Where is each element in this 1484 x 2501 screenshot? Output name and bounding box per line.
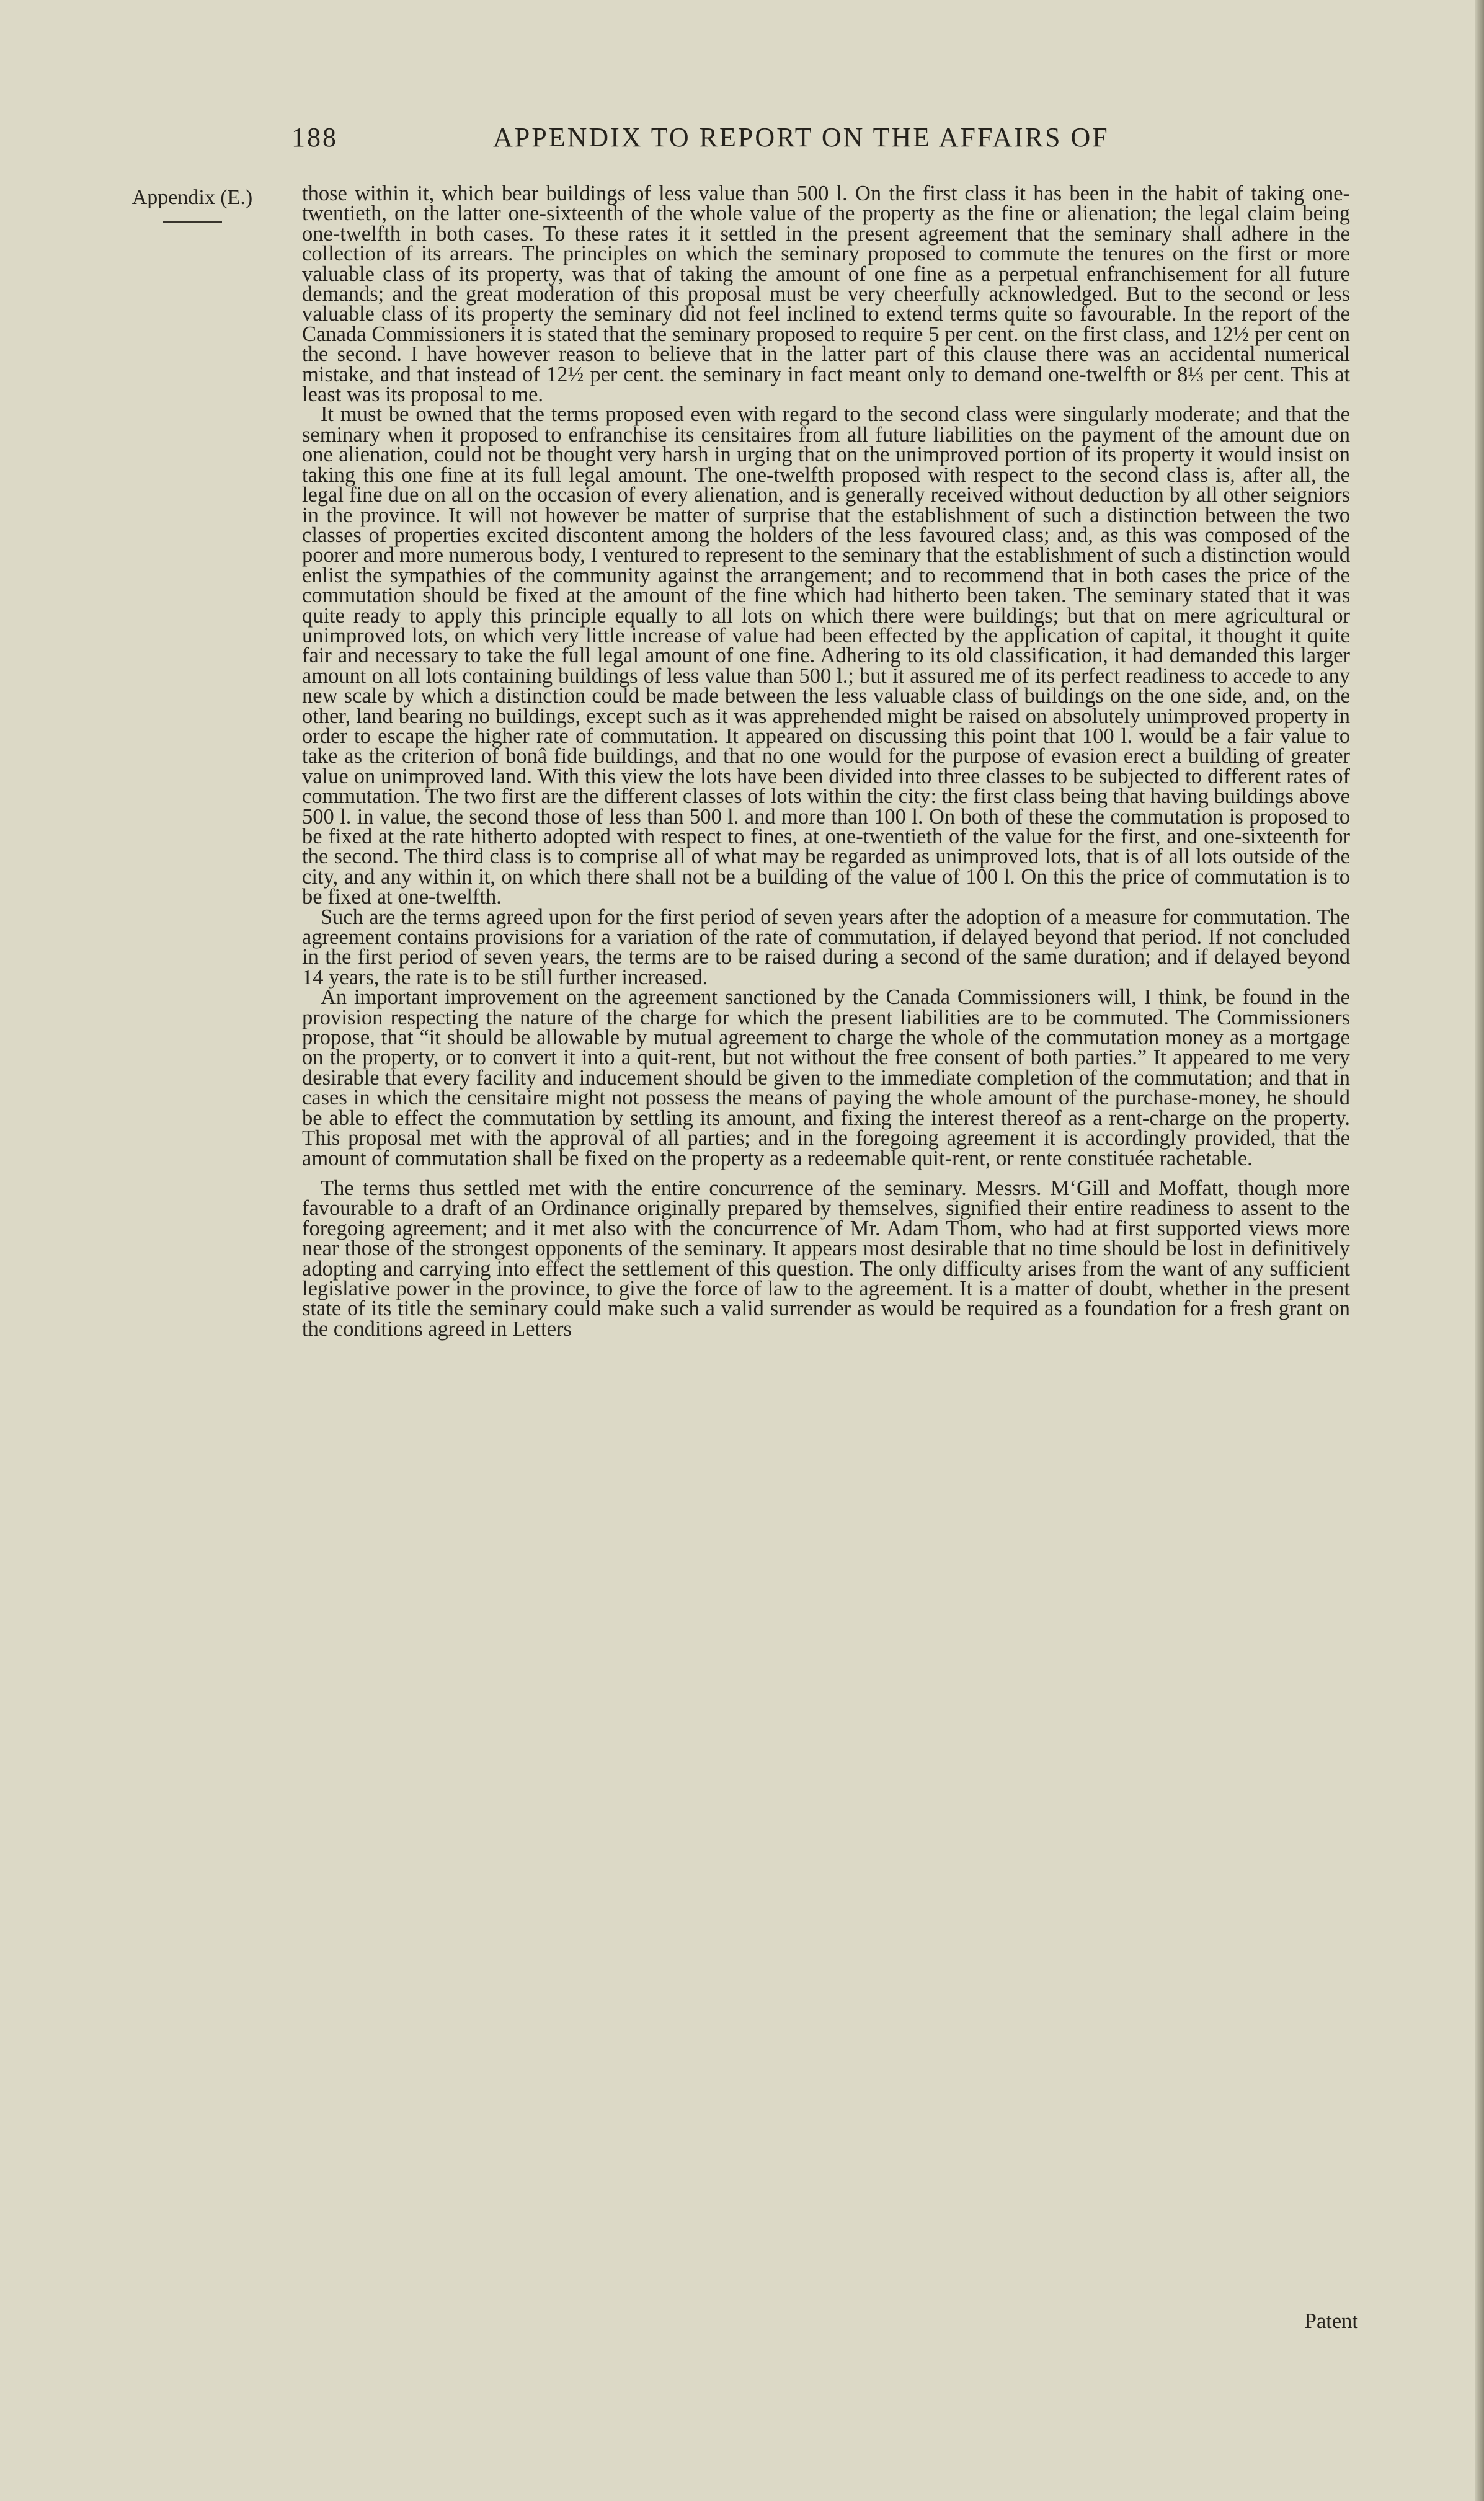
page-edge <box>1475 0 1484 2501</box>
paragraph-2: It must be owned that the terms proposed even with regard to the second class were singularly moderate; and that the seminary when it proposed to enfranchise its censitaires from all future liabilities on the payment of the amount due on one alienation, could not be thought very harsh in urging that on the unimproved portion of its property it would insist on taking this one fine at its full legal amount. The one-twelfth proposed with respect to the second class is, after all, the legal fine due on all on the occasion of every alienation, and is generally received without deduction by all other seigniors in the province. It will not however be matter of surprise that the establishment of such a distinction between the two classes of properties excited discontent among the holders of the less favoured class; and, as this was composed of the poorer and more numerous body, I ventured to represent to the seminary that the establishment of such a distinction would enlist the sympathies of the community against the arrangement; and to recommend that in both cases the price of the commutation should be fixed at the amount of the fine which had hitherto been taken. The seminary stated that it was quite ready to apply this principle equally to all lots on which there were buildings; but that on mere agricultural or unimproved lots, on which very little increase of value had been effected by the application of capital, it thought it quite fair and necessary to take the full legal amount of one fine. Adhering to its old classification, it had demanded this larger amount on all lots containing buildings of less value than 500 l.; but it assured me of its perfect readiness to accede to any new scale by which a distinction could be made between the less valuable class of buildings on the one side, and, on the other, land bearing no buildings, except such as it was apprehended might be raised on absolutely unimproved property in order to escape the higher rate of commutation. It appeared on discussing this point that 100 l. would be a fair value to take as the criterion of bonâ fide buildings, and that no one would for the purpose of evasion erect a building of greater value on unimproved land. With this view the lots have been divided into three classes to be subjected to different rates of commutation. The two first are the different classes of lots within the city: the first class being that having buildings above 500 l. in value, the second those of less than 500 l. and more than 100 l. On both of these the commutation is proposed to be fixed at the rate hitherto adopted with respect to fines, at one-twentieth of the value for the first, and one-sixteenth for the second. The third class is to comprise all of what may be regarded as unimproved lots, that is of all lots outside of the city, and any within it, on which there shall not be a building of the value of 100 l. On this the price of commutation is to be fixed at one-twelfth. <box>302 402 1350 909</box>
margin-note-label: Appendix (E.) <box>131 186 253 209</box>
catchword: Patent <box>1304 2309 1358 2333</box>
paragraph-5: The terms thus settled met with the entire concurrence of the seminary. Messrs. M‘Gill and Moffatt, though more favourable to a draft of an Ordinance originally prepared by themselves, signified their entire readiness to assent to the foregoing agreement; and it met also with the concurrence of Mr. Adam Thom, who had at first supported views more near those of the strongest opponents of the seminary. It appears most desirable that no time should be lost in definitively adopting and carrying into effect the settlement of this question. The only difficulty arises from the want of any sufficient legislative power in the province, to give the force of law to the agreement. It is a matter of doubt, whether in the present state of its title the seminary could make such a valid surrender as would be required as a foundation for a fresh grant on the conditions agreed in Letters <box>302 1176 1350 1341</box>
page-number: 188 <box>291 122 338 153</box>
margin-note-rule <box>163 221 222 223</box>
running-title: APPENDIX TO REPORT ON THE AFFAIRS OF <box>493 122 1109 153</box>
paragraph-1: those within it, which bear buildings of less value than 500 l. On the first class it has been in the habit of taking one-twentieth, on the latter one-sixteenth of the whole value of the property as the fine or alienation; the legal claim being one-twelfth in both cases. To these rates it it settled in the present agreement that the seminary shall adhere in the collection of its arrears. The principles on which the seminary proposed to commute the tenures on the first or more valuable class of its property, was that of taking the amount of one fine as a perpetual enfranchisement for all future demands; and the great moderation of this proposal must be very cheerfully acknowledged. But to the second or less valuable class of its property the seminary did not feel inclined to extend terms quite so favourable. In the report of the Canada Commissioners it is stated that the seminary proposed to require 5 per cent. on the first class, and 12½ per cent on the second. I have however reason to believe that in the latter part of this clause there was an accidental numerical mistake, and that instead of 12½ per cent. the seminary in fact meant only to demand one-twelfth or 8⅓ per cent. This at least was its proposal to me. <box>302 182 1350 407</box>
body-text <box>302 184 1350 1339</box>
paragraph-3: Such are the terms agreed upon for the first period of seven years after the adoption of a measure for commutation. The agreement contains provisions for a variation of the rate of commutation, if delayed beyond that period. If not concluded in the first period of seven years, the terms are to be raised during a second of the same duration; and if delayed beyond 14 years, the rate is to be still further increased. <box>302 905 1350 989</box>
margin-note <box>118 186 267 223</box>
paragraph-4: An important improvement on the agreement sanctioned by the Canada Commissioners will, I think, be found in the provision respecting the nature of the charge for which the present liabilities are to be commuted. The Commissioners propose, that “it should be allowable by mutual agreement to charge the whole of the commutation money as a mortgage on the property, or to convert it into a quit-rent, but not without the free consent of both parties.” It appeared to me very desirable that every facility and inducement should be given to the immediate completion of the commutation; and that in cases in which the censitaire might not possess the means of paying the whole amount of the purchase-money, he should be able to effect the commutation by settling its amount, and fixing the interest thereof as a rent-charge on the property. This proposal met with the approval of all parties; and in the foregoing agreement it is accordingly provided, that the amount of commutation shall be fixed on the property as a redeemable quit-rent, or rente constituée rachetable. <box>302 985 1350 1170</box>
